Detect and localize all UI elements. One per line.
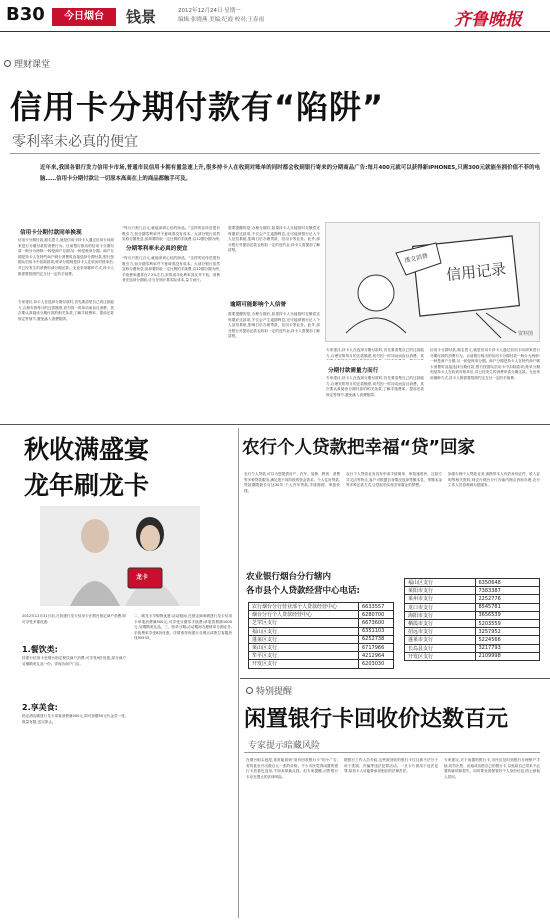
edition-badge: 今日烟台 xyxy=(52,8,116,26)
newspaper-logo: 齐鲁晚报 xyxy=(454,10,522,30)
vertical-divider xyxy=(238,428,239,918)
article2-table-title-1: 农业银行烟台分行辖内 xyxy=(246,572,332,582)
kicker-label: 特别提醒 xyxy=(256,687,293,697)
editors-line: 编辑:张晓燕 美编:纪霞 校对:王春雨 xyxy=(178,17,265,23)
page-number: B30 xyxy=(6,4,45,25)
branch-name-cell: 芝罘区支行 xyxy=(249,619,359,627)
article1-body-3b: 需要提醒的是,办理分期后,如果持卡人未能按时足额偿还每期应还款项,不仅会产生逾期利息,还可能被银行记入个人征信系统,影响日后办理贷款、信用卡等业务。此外,部分银行对提前还款也收取一定的违约金,持卡人需提前了解清楚。 xyxy=(228,312,320,339)
section-divider-2 xyxy=(240,678,550,679)
article1-kicker xyxy=(4,57,50,70)
table-row xyxy=(249,627,394,635)
article1-subtitle: 零利率未必真的便宜 xyxy=(12,134,138,150)
branch-name-cell: 招远市支行 xyxy=(405,628,476,636)
article1-body-2: “每月只需几百元,就能拿到心仪的商品。”这样的宣传语很有吸引力,但分期零利率并不意味着没有成本。大部分银行虽然宣称分期免息,但却要收取一定比例的手续费,以12期分期为例, xyxy=(122,226,220,242)
phone-cell: 3217793 xyxy=(475,644,540,652)
article1-heading-c: 逾期可能影响个人信誉 xyxy=(230,302,286,308)
table-row xyxy=(249,635,394,643)
article3-body-1: 在烟台街头巷尾,常常能看到“高价回收银行卡”的小广告,有的甚至开出数百元一张的价格。不少市民觉得闲置的银行卡放着也没用,不如卖掉换点钱。但专家提醒,出售银行卡存在很大的法律风险。 xyxy=(246,758,338,779)
phone-cell: 5224566 xyxy=(475,636,540,644)
article1-heading-a: 信用卡分期付款同单换现 xyxy=(20,230,82,236)
article3-rule xyxy=(244,752,540,753)
table-row xyxy=(249,611,394,619)
article3-title: 闲置银行卡回收价达数百元 xyxy=(244,707,509,732)
phone-cell: 6717966 xyxy=(358,643,393,651)
photo-caption: 资料图 xyxy=(517,331,533,337)
table-row xyxy=(405,595,540,603)
phone-cell: 6351103 xyxy=(358,627,393,635)
masthead-rule xyxy=(0,31,550,32)
phone-table-left xyxy=(248,602,394,669)
masthead xyxy=(0,0,550,32)
illustration-label: 信用记录 xyxy=(445,259,507,285)
section-name: 钱景 xyxy=(126,8,157,26)
table-row xyxy=(405,611,540,619)
article2-body-2: 农行个人贷款业务具有申请手续简单、审批速度快、还款方式灵活等特点,客户可根据自身情况选择等额本息、等额本金等多种还款方式,让您轻松实现安家置业的梦想。 xyxy=(346,472,442,488)
phone-cell: 2109998 xyxy=(475,652,540,660)
article2-title: 农行个人贷款把幸福“贷”回家 xyxy=(242,438,476,458)
table-row xyxy=(249,603,394,611)
branch-name-cell: 龙口市支行 xyxy=(405,603,476,611)
table-row xyxy=(249,619,394,627)
phone-cell: 4212964 xyxy=(358,652,393,660)
article2-body-3: 如需办理个人贷款业务,请携带本人有效身份证件、收入证明等相关资料,到农行烟台分行各辖内网点咨询办理,农行工作人员将竭诚为您服务。 xyxy=(448,472,540,488)
branch-name-cell: 长岛县支行 xyxy=(405,644,476,652)
phone-cell: 2252776 xyxy=(475,595,540,603)
ad1-card-label: 龙卡 xyxy=(136,574,149,581)
phone-cell: 7383387 xyxy=(475,587,540,595)
couple-photo xyxy=(40,506,200,606)
subtitle-rule xyxy=(10,153,540,154)
branch-name-cell: 蓬莱区支行 xyxy=(249,635,359,643)
article1-illustration xyxy=(325,222,540,342)
article1-body-2b: “每月只需几百元,就能拿到心仪的商品。”这样的宣传语很有吸引力,但分期零利率并不意味着没有成本。大部分银行虽然宣称分期免息,但却要收取一定比例的手续费,以12期分期为例,手续费率通常在7.2%左右,折算成年化利率其实并不低。消费者在选择分期前,应当仔细计算实际成本,量力而行。 xyxy=(122,256,220,283)
ad1-photo xyxy=(40,506,200,606)
article1-body-4b: 专家建议,持卡人在选择分期付款时,首先要清楚自己的还款能力,合理安排每月的还款额度,切勿因一时冲动而盲目消费。其次要认真阅读分期付款的相关条款,了解手续费率、提前还款规定等细节,避免落入消费陷阱。 xyxy=(326,376,424,397)
branch-name-cell: 蓬莱市支行 xyxy=(405,636,476,644)
article1-lead: 近年来,我国各银行发力信用卡市场,普通市民信用卡拥有量急速上升,很多持卡人在收到对账单的同时都会收到银行寄来的分期商品广告:每月400元就可以获得新iPHONE5,只需300元就能坐拥价值不菲的电脑……信用卡分期付款让一切原本高高在上的商品都触手可及。 xyxy=(40,165,540,182)
phone-cell: 6203030 xyxy=(358,660,393,668)
table-row xyxy=(405,603,540,611)
article3-subtitle: 专家提示暗藏风险 xyxy=(248,741,321,751)
table-row xyxy=(405,636,540,644)
phone-cell: 5203559 xyxy=(475,619,540,627)
section-divider-1 xyxy=(0,424,550,425)
kicker-bullet-icon xyxy=(4,60,11,67)
article1-heading-b: 分期零利率未必真的便宜 xyxy=(126,246,188,252)
phone-cell: 6280700 xyxy=(358,611,393,619)
branch-name-cell: 福山区支行 xyxy=(405,579,476,587)
table-row xyxy=(405,628,540,636)
branch-name-cell: 烟台分行个人贷款经营中心 xyxy=(249,611,359,619)
ad1-title-line1: 秋收满盛宴 xyxy=(24,435,150,464)
article1-body-1: 信用卡分期付款,顾名思义,就是信用卡持卡人通过信用卡向商家进行分期付款的消费行为。目前银行推出的信用卡分期付款一般分为两种:一种是商户分期,另一种是账单分期。商户分期是持卡人在特约商户刷卡消费时直接选择分期付款,银行按期从信用卡中扣除款项;账单分期则是持卡人在收到对账单后,对已经发生的消费申请分期还款。无论采用哪种方式,持卡人都需要按照约定支付一定的手续费。 xyxy=(18,238,114,276)
ad1-col2: 二、刷龙卡享购物优惠:活动期间,在指定商场刷建行龙卡信用卡单笔消费满500元,可享受分期零手续费;单笔消费满1000元,另赠精美礼品。三、账单分期:活动期间办理账单分期业务,手续费率享受8折优惠。详情请咨询建行各网点或拨打客服热线95533。 xyxy=(134,614,232,641)
phone-cell: 3656539 xyxy=(475,611,540,619)
article2-body-1: 农行个人贷款,可以为您提供房产、汽车、装修、教育、消费等多种贷款服务,满足您不同阶段的资金需求。个人住房贷款,贷款期限最长可达30年;个人汽车贷款,手续简便、审批快捷。 xyxy=(244,472,340,493)
phone-cell: 3257952 xyxy=(475,628,540,636)
table-row xyxy=(405,652,540,660)
article3-body-3: 专家建议,对于闲置的银行卡,市民应及时到银行办理销户手续,切勿出售、出租或出借自己的银行卡,以免给自己带来不必要的麻烦和损失。同时要妥善保管好个人身份信息,防止被他人冒用。 xyxy=(444,758,540,779)
article3-body-2: 据银行工作人员介绍,这些被回收的银行卡往往被不法分子用于洗钱、诈骗等违法犯罪活动。一旦卡片被用于违法犯罪,原持卡人可能要承担相应的法律责任。 xyxy=(344,758,438,774)
table-row xyxy=(405,619,540,627)
ad1-title-line2: 龙年刷龙卡 xyxy=(24,471,150,500)
table-row xyxy=(405,579,540,587)
illustration-sign: 透支消费 xyxy=(403,252,429,265)
branch-name-cell: 牟平区支行 xyxy=(249,652,359,660)
table-row xyxy=(249,643,394,651)
ad1-item-1-head: 1.餐饮类: xyxy=(22,645,58,654)
ad1-intro: 2012年12月31日前,凡持建行龙卡信用卡在烟台指定商户消费,即可享受多重优惠: xyxy=(22,614,126,624)
table-row xyxy=(405,587,540,595)
phone-table-right xyxy=(404,578,540,661)
branch-name-cell: 开发区支行 xyxy=(405,652,476,660)
article3-kicker xyxy=(246,684,292,697)
date-line: 2012年12月24日 星期一 xyxy=(178,8,241,14)
branch-name-cell: 莱阳市支行 xyxy=(405,587,476,595)
ad1-item-2-text: 指定酒店刷建行龙卡单笔消费满300元,即可获赠50元代金券一张,数量有限,送完即止。 xyxy=(22,714,126,724)
article2-table-title-2: 各市县个人贷款经营中心电话: xyxy=(246,586,360,596)
article1-heading-d: 分期付款需量力而行 xyxy=(328,368,379,374)
phone-cell: 6350648 xyxy=(475,579,540,587)
article1-title: 信用卡分期付款有“陷阱” xyxy=(10,88,385,126)
branch-name-cell: 栖霞市支行 xyxy=(405,619,476,627)
article1-body-4: 专家建议,持卡人在选择分期付款时,首先要清楚自己的还款能力,合理安排每月的还款额度,切勿因一时冲动而盲目消费。其 xyxy=(326,348,424,358)
phone-cell: 6252738 xyxy=(358,635,393,643)
ad1-item-2-head: 2.享美食: xyxy=(22,703,58,712)
article1-body-5: 信用卡分期付款,顾名思义,就是信用卡持卡人通过信用卡向商家进行分期付款的消费行为。目前银行推出的信用卡分期付款一般分为两种:一种是商户分期,另一种是账单分期。商户分期是持卡人在特约商户刷卡消费时直接选择分期付款,银行按期从信用卡中扣除款项;账单分期则是持卡人在收到对账单后,对已经发生的消费申请分期还款。无论采用哪种方式,持卡人都需要按照约定支付一定的手续费。 xyxy=(430,348,540,380)
table-row xyxy=(249,660,394,668)
article1-body-3: 需要提醒的是,办理分期后,如果持卡人未能按时足额偿还每期应还款项,不仅会产生逾期利息,还可能被银行记入个人征信系统,影响日后办理贷款、信用卡等业务。此外,部分银行对提前还款也收取一定的违约金,持卡人需提前了解清楚。 xyxy=(228,226,320,253)
phone-cell: 6633557 xyxy=(358,603,393,611)
branch-name-cell: 开发区支行 xyxy=(249,660,359,668)
branch-name-cell: 莱州市支行 xyxy=(405,595,476,603)
phone-cell: 6673600 xyxy=(358,619,393,627)
branch-name-cell: 莱山区支行 xyxy=(249,643,359,651)
ad1-item-1-text: 持建行信用卡至烟台指定餐饮商户消费,可享受9折优惠,部分商户另赠精美礼品一份。详询各商户门店。 xyxy=(22,656,126,666)
branch-name-cell: 海阳市支行 xyxy=(405,611,476,619)
table-row xyxy=(249,652,394,660)
article1-body-1b: 专家建议,持卡人在选择分期付款时,首先要清楚自己的还款能力,合理安排每月的还款额度,切勿因一时冲动而盲目消费。其次要认真阅读分期付款的相关条款,了解手续费率、提前还款规定等细节,避免落入消费陷阱。 xyxy=(18,300,114,321)
phone-cell: 8545781 xyxy=(475,603,540,611)
credit-record-illustration xyxy=(326,223,540,342)
kicker-label: 理财课堂 xyxy=(14,60,51,70)
kicker-bullet-icon xyxy=(246,687,253,694)
branch-name-cell: 福山区支行 xyxy=(249,627,359,635)
table-row xyxy=(405,644,540,652)
branch-name-cell: 农行烟台分行营业部个人贷款经营中心 xyxy=(249,603,359,611)
